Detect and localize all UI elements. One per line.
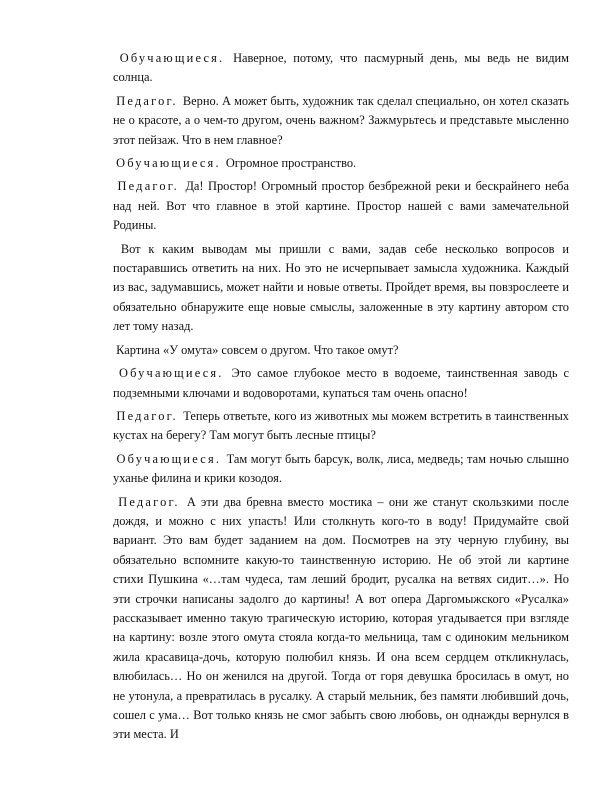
speaker-label: Педагог. bbox=[116, 93, 178, 108]
speaker-label: Обучающиеся. bbox=[116, 451, 222, 466]
speaker-label: Педагог. bbox=[116, 408, 178, 423]
paragraph-text: Картина «У омута» совсем о другом. Что такое омут? bbox=[116, 342, 399, 357]
paragraph-text: Вот к каким выводам мы пришли с вами, задав себе несколько вопросов и постаравшись ответить на них. Но это не исчерпывает замысла художника. Каждый из вас, задумавшись, может найти и новые ответы. Пройдет время, вы повзрослеете и обязательно обнаружите еще новые смыслы, заложенные в эту картину автором сто лет тому назад. bbox=[113, 241, 569, 334]
paragraph-text: Огромное пространство. bbox=[225, 156, 357, 171]
paragraph-text: Да! Простор! Огромный простор безбрежной реки и бескрайнего неба над ней. Вот что главное в этой картине. Простор нашей с вами замечательной Родины. bbox=[113, 179, 569, 233]
dialogue-paragraph bbox=[113, 92, 569, 150]
speaker-label: Педагог. bbox=[117, 179, 179, 194]
paragraph-text: А эти два бревна вместо мостика – они же станут скользкими после дождя, и можно с них упасть! Или столкнуть кого-то в воду! Придумайте свой вариант. Это вам будет заданием на дом. Посмотрев на эту черную глубину, вы обязательно вспомните какую-то таинственную историю. Не об этой ли картине стихи Пушкина «…там чудеса, там леший бродит, русалка на ветвях сидит…». Но эти строчки написаны задолго до картины! А вот опера Даргомыжского «Русалка» рассказывает именно такую трагическую историю, которая угадывается при взгляде на картину: возле этого омута стояла когда-то мельница, там с одиноким мельником жила красавица-дочь, которую полюбил князь. И она всем сердцем откликнулась, влюбилась… Но он женился на другой. Тогда от горя девушка бросилась в омут, но не утонула, а превратилась в русалку. А старый мельник, без памяти любивший дочь, сошел с ума… Вот только князь не смог забыть свою любовь, он однажды вернулся в эти места. И bbox=[113, 494, 569, 742]
dialogue-paragraph bbox=[113, 49, 569, 88]
dialogue-paragraph bbox=[113, 154, 569, 173]
paragraph-text: Теперь ответьте, кого из животных мы можем встретить в таинственных кустах на берегу? Там могут быть лесные птицы? bbox=[113, 408, 569, 443]
narrative-paragraph bbox=[113, 240, 569, 337]
paragraph-text: Верно. А может быть, художник так сделал специально, он хотел сказать не о красоте, а о чем-то другом, очень важном? Зажмурьтесь и представьте мысленно этот пейзаж. Что в нем главное? bbox=[113, 93, 569, 147]
dialogue-paragraph bbox=[113, 364, 569, 403]
paragraph-text: Наверное, потому, что пасмурный день, мы ведь не видим солнца. bbox=[113, 51, 569, 85]
speaker-label: Обучающиеся. bbox=[116, 156, 221, 171]
speaker-label: Обучающиеся. bbox=[119, 51, 225, 65]
speaker-label: Педагог. bbox=[118, 494, 180, 509]
dialogue-paragraph bbox=[113, 450, 569, 489]
narrative-paragraph bbox=[113, 341, 569, 360]
paragraph-text: Там могут быть барсук, волк, лиса, медведь; там ночью слышно уханье филина и крики козодоя. bbox=[113, 451, 569, 486]
dialogue-paragraph bbox=[113, 407, 569, 446]
paragraph-text: Это самое глубокое место в водоеме, таинственная заводь с подземными ключами и водоворотами, купаться там очень опасно! bbox=[113, 366, 569, 400]
speaker-label: Обучающиеся. bbox=[118, 366, 224, 381]
dialogue-paragraph bbox=[113, 177, 569, 235]
document-page bbox=[113, 49, 569, 749]
dialogue-paragraph bbox=[113, 493, 569, 745]
